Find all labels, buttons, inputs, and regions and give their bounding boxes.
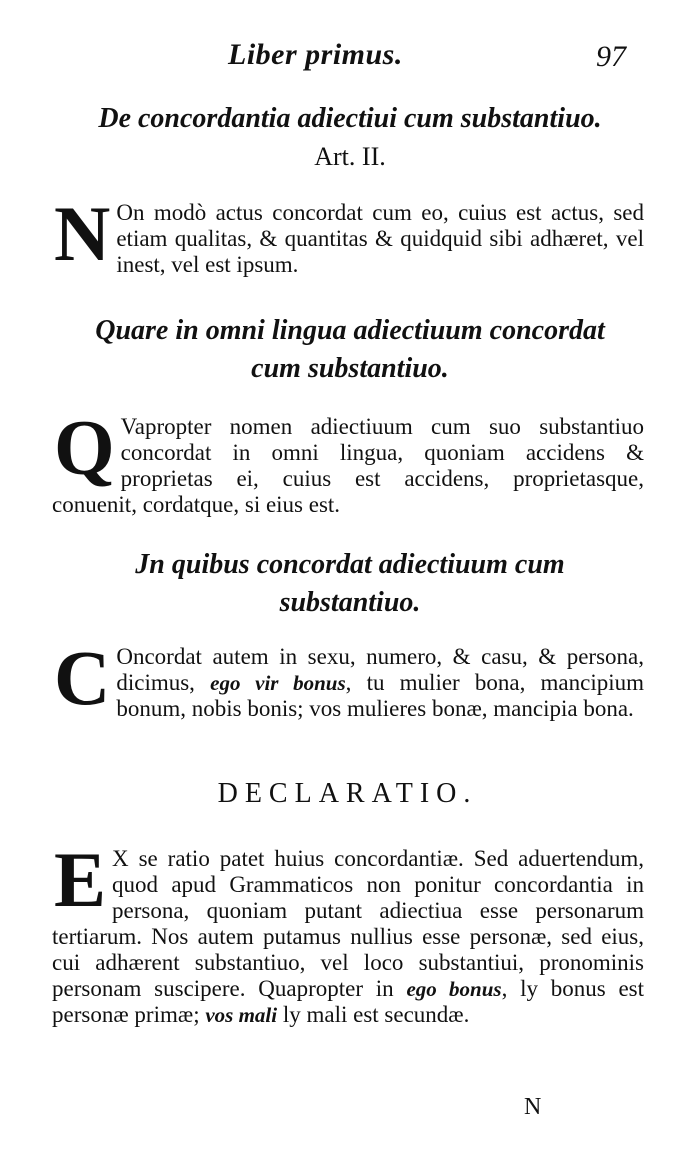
example-ego-vir-bonus: ego vir bonus: [210, 671, 346, 695]
paragraph-2-text: Vapropter nomen adiectiuum cum suo substantiuo concordat in omni lingua, quoniam accidens & proprietas ei, cuius est accidens, proprietasque, conuenit, cordatque, si eius est.: [52, 414, 644, 517]
heading-2-line-2: cum substantiuo.: [251, 353, 449, 384]
paragraph-3-text-b: , tu mulier bona, mancipium bonum, nobis bonis; vos mulieres bonæ, mancipia bona.: [116, 670, 645, 721]
declaratio-heading: DECLARATIO.: [217, 778, 478, 809]
heading-3-line-2: substantiuo.: [279, 587, 421, 618]
initial-c: C: [54, 634, 111, 721]
example-vos-mali: vos mali: [205, 1003, 278, 1027]
example-ego-bonus: ego bonus: [406, 977, 502, 1001]
heading-3-line-1: Jn quibus concordat adiectiuum cum: [135, 549, 565, 580]
paragraph-4-text-a: X se ratio patet huius concordantiæ. Sed aduertendum, quod apud Grammaticos non ponitur concordantia in persona, quoniam putant adiectiua esse personarum tertiarum. Nos autem putamus nullius esse personæ, sed eius, cui adhærent substantiuo, vel loco substantiui, pronominis personam suscipere. Quapropter in: [52, 846, 644, 1001]
section-heading: De concordantia adiectiui cum substantiuo.: [98, 103, 602, 134]
paragraph-3-text-a: Oncordat autem in sexu, numero, & casu, & persona, dicimus,: [116, 644, 644, 695]
paragraph-1: [52, 190, 644, 278]
heading-2-line-1: Quare in omni lingua adiectiuum concordat: [95, 315, 605, 346]
initial-q: Q: [54, 404, 115, 491]
paragraph-3: [52, 634, 645, 722]
running-title: Liber primus.: [228, 38, 403, 71]
paragraph-4: [52, 836, 644, 1028]
paragraph-4-text-c: ly mali est secundæ.: [282, 1002, 470, 1027]
initial-e: E: [54, 836, 107, 923]
page-number: 97: [596, 40, 626, 73]
heading-3: [40, 546, 660, 622]
article-label: Art. II.: [314, 142, 386, 171]
initial-n: N: [54, 190, 111, 277]
signature-mark: N: [524, 1094, 542, 1120]
paragraph-1-text: On modò actus concordat cum eo, cuius est actus, sed etiam qualitas, & quantitas & quidquid sibi adhæret, vel inest, vel est ipsum.: [116, 200, 644, 277]
heading-2: [40, 312, 660, 388]
paragraph-2: [52, 404, 644, 518]
paragraph-4-text-b: , ly bonus est personæ primæ;: [52, 976, 644, 1027]
running-head: [0, 38, 695, 78]
